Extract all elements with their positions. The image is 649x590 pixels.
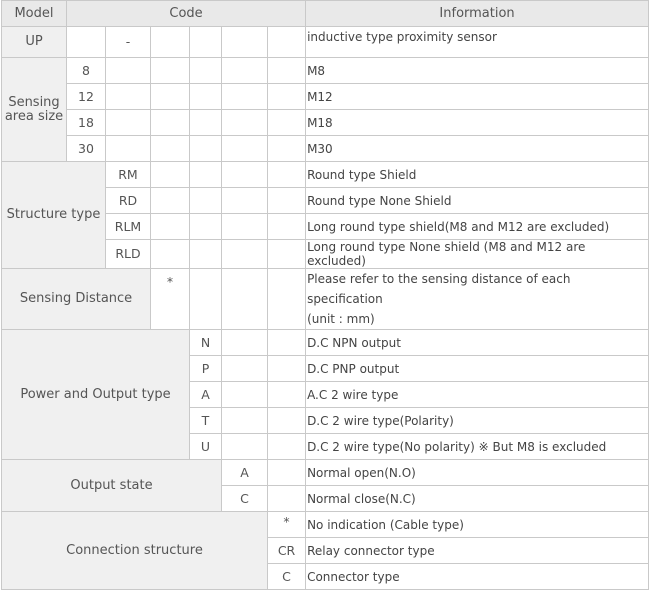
sensing-distance-code: * [151, 269, 190, 330]
empty-cell [222, 188, 268, 214]
empty-cell [151, 27, 190, 58]
power-output-info: D.C 2 wire type(Polarity) [306, 408, 649, 434]
power-output-code: P [190, 356, 222, 382]
power-output-info: D.C PNP output [306, 356, 649, 382]
structure-type-label: Structure type [2, 162, 106, 269]
empty-cell [67, 27, 106, 58]
sensing-area-info: M18 [306, 110, 649, 136]
empty-cell [222, 356, 268, 382]
empty-cell [268, 27, 306, 58]
empty-cell [151, 214, 190, 240]
empty-cell [151, 188, 190, 214]
empty-cell [151, 110, 190, 136]
empty-cell [268, 84, 306, 110]
empty-cell [222, 27, 268, 58]
empty-cell [268, 240, 306, 269]
empty-cell [190, 84, 222, 110]
empty-cell [106, 136, 151, 162]
empty-cell [190, 269, 222, 330]
empty-cell [268, 356, 306, 382]
power-output-label: Power and Output type [2, 330, 190, 460]
empty-cell [151, 136, 190, 162]
empty-cell [222, 382, 268, 408]
sensing-distance-label: Sensing Distance [2, 269, 151, 330]
empty-cell [268, 110, 306, 136]
header-information: Information [306, 1, 649, 27]
output-state-info: Normal open(N.O) [306, 460, 649, 486]
model-code-table [1, 0, 649, 590]
structure-code: RLM [106, 214, 151, 240]
sensing-distance-info [306, 269, 649, 330]
connection-code: * [268, 512, 306, 538]
empty-cell [268, 382, 306, 408]
empty-cell [190, 58, 222, 84]
up-label: UP [2, 27, 67, 58]
up-info: inductive type proximity sensor [306, 27, 649, 58]
empty-cell [222, 110, 268, 136]
power-output-info: D.C 2 wire type(No polarity) ※ But M8 is excluded [306, 434, 649, 460]
empty-cell [268, 460, 306, 486]
structure-code: RM [106, 162, 151, 188]
sensing-area-code: 8 [67, 58, 106, 84]
empty-cell [222, 269, 268, 330]
output-state-info: Normal close(N.C) [306, 486, 649, 512]
empty-cell [106, 58, 151, 84]
empty-cell [268, 408, 306, 434]
connection-info: Connector type [306, 564, 649, 590]
power-output-code: T [190, 408, 222, 434]
output-state-code: C [222, 486, 268, 512]
sensing-area-code: 30 [67, 136, 106, 162]
sensing-area-code: 12 [67, 84, 106, 110]
power-output-info: A.C 2 wire type [306, 382, 649, 408]
empty-cell [222, 58, 268, 84]
sensing-distance-info-line1: Please refer to the sensing distance of each specification [307, 272, 571, 306]
sensing-area-info: M8 [306, 58, 649, 84]
connection-code: CR [268, 538, 306, 564]
structure-info: Long round type shield(M8 and M12 are excluded) [306, 214, 649, 240]
empty-cell [190, 188, 222, 214]
empty-cell [268, 136, 306, 162]
empty-cell [190, 110, 222, 136]
structure-info: Round type Shield [306, 162, 649, 188]
up-dash: - [106, 27, 151, 58]
empty-cell [222, 84, 268, 110]
connection-info: No indication (Cable type) [306, 512, 649, 538]
empty-cell [190, 214, 222, 240]
empty-cell [268, 162, 306, 188]
connection-structure-label: Connection structure [2, 512, 268, 590]
output-state-label: Output state [2, 460, 222, 512]
sensing-area-label [2, 58, 67, 162]
empty-cell [268, 188, 306, 214]
connection-info: Relay connector type [306, 538, 649, 564]
empty-cell [106, 84, 151, 110]
empty-cell [151, 84, 190, 110]
sensing-area-info: M30 [306, 136, 649, 162]
output-state-code: A [222, 460, 268, 486]
empty-cell [222, 434, 268, 460]
structure-info: Round type None Shield [306, 188, 649, 214]
empty-cell [190, 136, 222, 162]
empty-cell [222, 136, 268, 162]
sensing-distance-info-line2: (unit : mm) [307, 312, 375, 326]
empty-cell [268, 269, 306, 330]
empty-cell [106, 110, 151, 136]
power-output-info: D.C NPN output [306, 330, 649, 356]
empty-cell [268, 434, 306, 460]
header-code: Code [67, 1, 306, 27]
empty-cell [268, 214, 306, 240]
empty-cell [222, 240, 268, 269]
power-output-code: N [190, 330, 222, 356]
empty-cell [222, 408, 268, 434]
structure-info: Long round type None shield (M8 and M12 are excluded) [306, 240, 649, 269]
empty-cell [190, 240, 222, 269]
sensing-area-label-line2: area size [4, 108, 64, 124]
sensing-area-label-line1: Sensing [8, 94, 60, 110]
empty-cell [190, 162, 222, 188]
empty-cell [190, 27, 222, 58]
empty-cell [268, 58, 306, 84]
power-output-code: U [190, 434, 222, 460]
empty-cell [268, 486, 306, 512]
structure-code: RLD [106, 240, 151, 269]
empty-cell [222, 162, 268, 188]
structure-code: RD [106, 188, 151, 214]
connection-code: C [268, 564, 306, 590]
empty-cell [151, 240, 190, 269]
empty-cell [151, 58, 190, 84]
empty-cell [151, 162, 190, 188]
empty-cell [222, 330, 268, 356]
header-model: Model [2, 1, 67, 27]
sensing-area-code: 18 [67, 110, 106, 136]
power-output-code: A [190, 382, 222, 408]
sensing-area-info: M12 [306, 84, 649, 110]
empty-cell [222, 214, 268, 240]
empty-cell [268, 330, 306, 356]
